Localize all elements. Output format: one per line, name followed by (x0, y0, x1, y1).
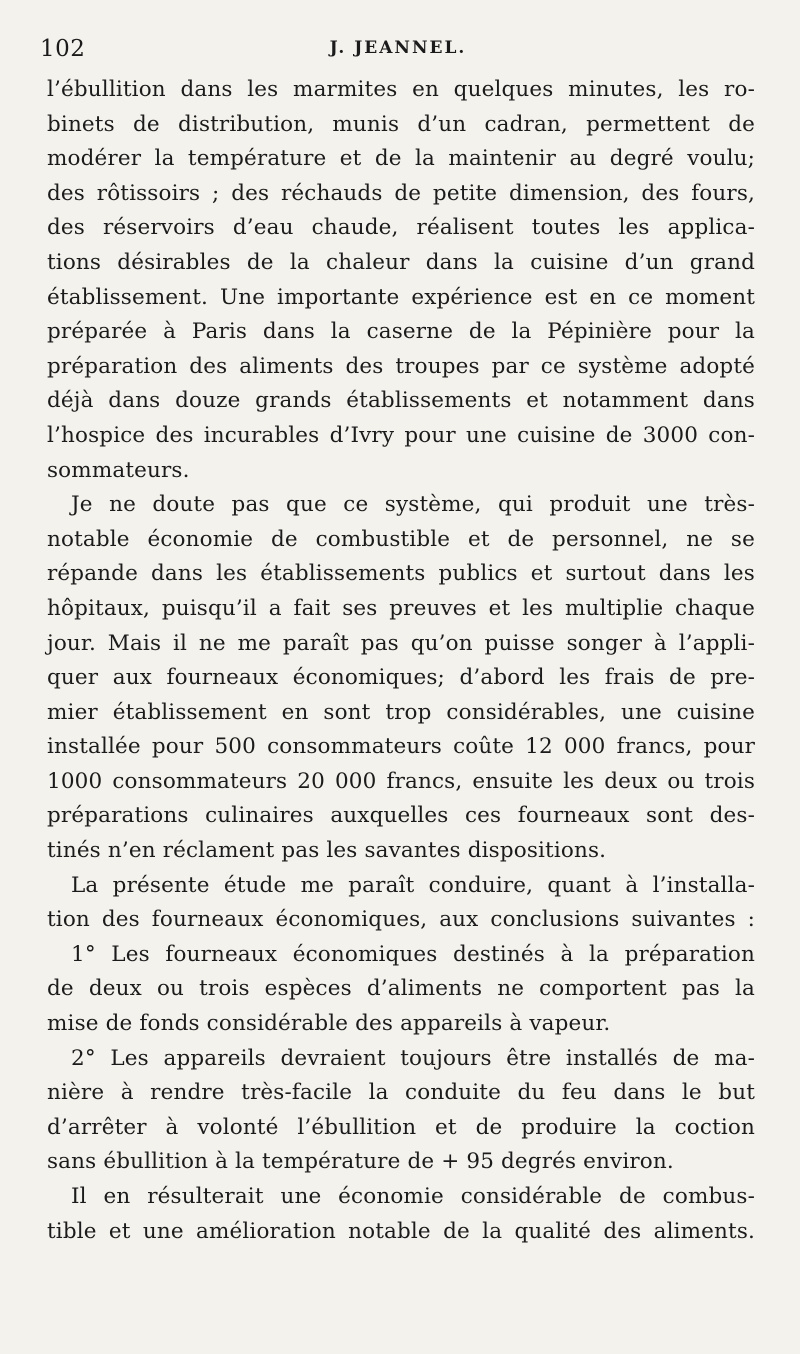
text-line: 1° Les fourneaux économiques destinés à la préparation (71, 941, 755, 967)
text-line: déjà dans douze grands établissements et notamment dans (47, 388, 755, 414)
text-line: notable économie de combustible et de personnel, ne se (47, 526, 755, 552)
text-line: Il en résulterait une économie considérable de combus- (71, 1184, 755, 1209)
text-line: sans ébullition à la température de + 95 degrés environ. (47, 1149, 674, 1175)
text-line: l’hospice des incurables d’Ivry pour une cuisine de 3000 con- (47, 422, 755, 448)
text-line: Je ne doute pas que ce système, qui produit une très- (71, 492, 755, 518)
text-line: répande dans les établissements publics et surtout dans les (47, 561, 755, 587)
text-line: binets de distribution, munis d’un cadran, permettent de (47, 111, 755, 137)
text-line: La présente étude me paraît conduire, quant à l’installa- (71, 872, 755, 898)
text-line: d’arrêter à volonté l’ébullition et de produire la coction (47, 1114, 755, 1140)
text-line: préparation des aliments des troupes par ce système adopté (47, 353, 755, 379)
text-line: établissement. Une importante expérience est en ce moment (47, 284, 755, 310)
text-line: jour. Mais il ne me paraît pas qu’on puisse songer à l’appli- (47, 630, 755, 656)
page-number: 102 (40, 36, 86, 62)
text-line: des rôtissoirs ; des réchauds de petite dimension, des fours, (47, 180, 755, 206)
text-line: installée pour 500 consommateurs coûte 12 000 francs, pour (47, 734, 755, 760)
text-line: tions désirables de la chaleur dans la cuisine d’un grand (47, 249, 755, 275)
text-line: préparations culinaires auxquelles ces fourneaux sont des- (47, 803, 755, 829)
text-line: mise de fonds considérable des appareils à vapeur. (47, 1011, 611, 1037)
text-line: sommateurs. (47, 457, 190, 483)
page-header (40, 36, 756, 66)
text-line: préparée à Paris dans la caserne de la Pépinière pour la (47, 319, 755, 345)
text-line: nière à rendre très-facile la conduite du feu dans le but (47, 1080, 755, 1106)
running-head: J. JEANNEL. (329, 38, 467, 58)
text-line: tion des fourneaux économiques, aux conclusions suivantes : (47, 907, 755, 933)
body-text (47, 73, 755, 1249)
text-line: tible et une amélioration notable de la qualité des aliments. (47, 1218, 755, 1244)
text-line: mier établissement en sont trop considérables, une cuisine (47, 699, 755, 725)
text-line: 2° Les appareils devraient toujours être installés de ma- (71, 1045, 755, 1071)
text-line: 1000 consommateurs 20 000 francs, ensuite les deux ou trois (47, 768, 755, 794)
text-line: quer aux fourneaux économiques; d’abord les frais de pre- (47, 665, 755, 691)
text-line: tinés n’en réclament pas les savantes dispositions. (47, 838, 607, 864)
text-line: l’ébullition dans les marmites en quelques minutes, les ro- (47, 77, 755, 102)
text-line: hôpitaux, puisqu’il a fait ses preuves et les multiplie chaque (47, 595, 755, 621)
text-line: modérer la température et de la maintenir au degré voulu; (47, 146, 755, 172)
text-line: des réservoirs d’eau chaude, réalisent toutes les applica- (47, 215, 755, 241)
text-line: de deux ou trois espèces d’aliments ne comportent pas la (47, 976, 755, 1002)
